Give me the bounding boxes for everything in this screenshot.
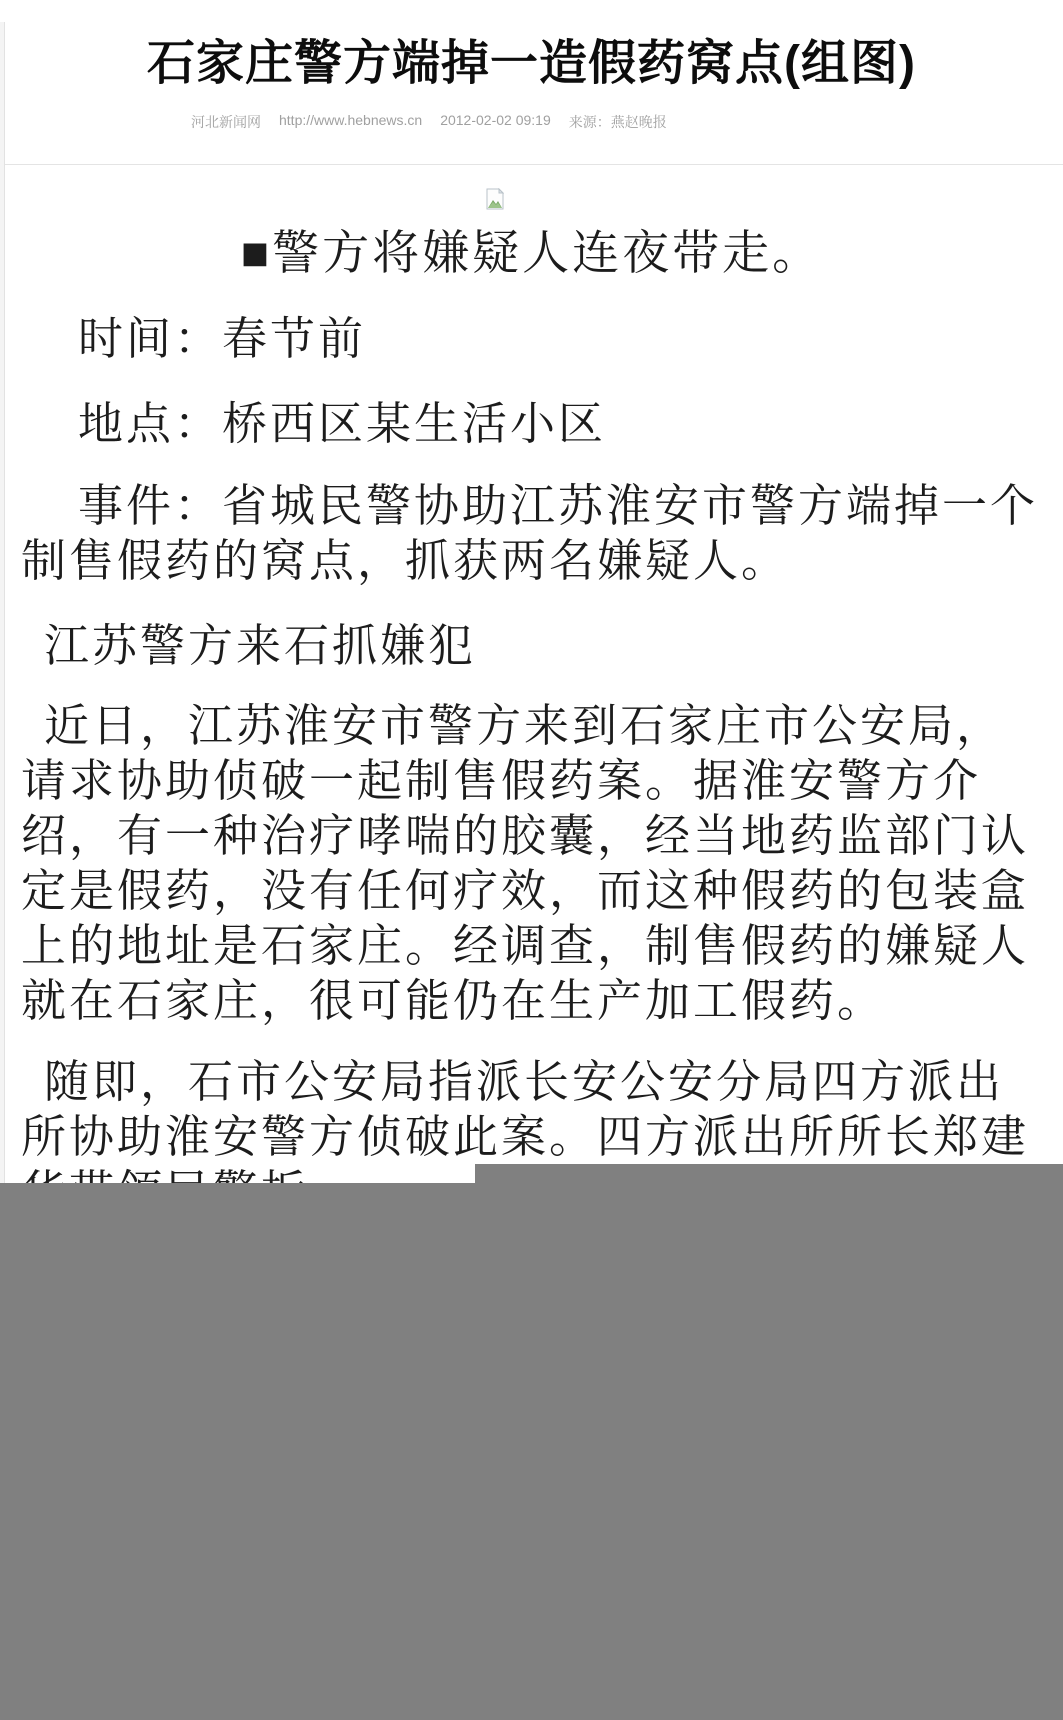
image-placeholder-notch <box>475 1164 1063 1183</box>
header-divider <box>5 164 1063 165</box>
paragraph-line: 所协助淮安警方侦破此案。四方派出所所长郑建 <box>21 1111 1030 1162</box>
broken-image-icon <box>486 188 504 210</box>
paragraph-line: 定是假药，没有任何疗效，而这种假药的包装盒 <box>21 865 1030 916</box>
meta-event-line-1: 事件：省城民警协助江苏淮安市警方端掉一个 <box>78 480 1039 531</box>
byline-datetime: 2012-02-02 09:19 <box>440 112 551 128</box>
byline <box>191 112 667 132</box>
paragraph-line: 随即，石市公安局指派长安公安分局四方派出 <box>44 1056 1005 1107</box>
image-placeholder-block <box>0 1183 1063 1720</box>
content-left-border <box>4 22 5 1183</box>
section-subhead: 江苏警方来石抓嫌犯 <box>44 620 477 671</box>
article-title: 石家庄警方端掉一造假药窝点(组图) <box>147 37 916 90</box>
paragraph-line: 上的地址是石家庄。经调查，制售假药的嫌疑人 <box>21 920 1030 971</box>
paragraph-line: 近日，江苏淮安市警方来到石家庄市公安局， <box>44 700 1005 751</box>
meta-time-line: 时间：春节前 <box>78 313 367 364</box>
byline-source: 来源：燕赵晚报 <box>568 114 667 130</box>
paragraph-line: 绍，有一种治疗哮喘的胶囊，经当地药监部门认 <box>21 810 1030 861</box>
byline-url: http://www.hebnews.cn <box>279 112 423 128</box>
meta-event-line-2: 制售假药的窝点，抓获两名嫌疑人。 <box>21 535 790 586</box>
paragraph-line: 请求协助侦破一起制售假药案。据淮安警方介 <box>21 755 982 806</box>
byline-site: 河北新闻网 <box>191 114 261 130</box>
meta-place-line: 地点：桥西区某生活小区 <box>78 398 607 449</box>
figure-caption: ■警方将嫌疑人连夜带走。 <box>240 226 823 279</box>
paragraph-line: 就在石家庄，很可能仍在生产加工假药。 <box>21 975 886 1026</box>
